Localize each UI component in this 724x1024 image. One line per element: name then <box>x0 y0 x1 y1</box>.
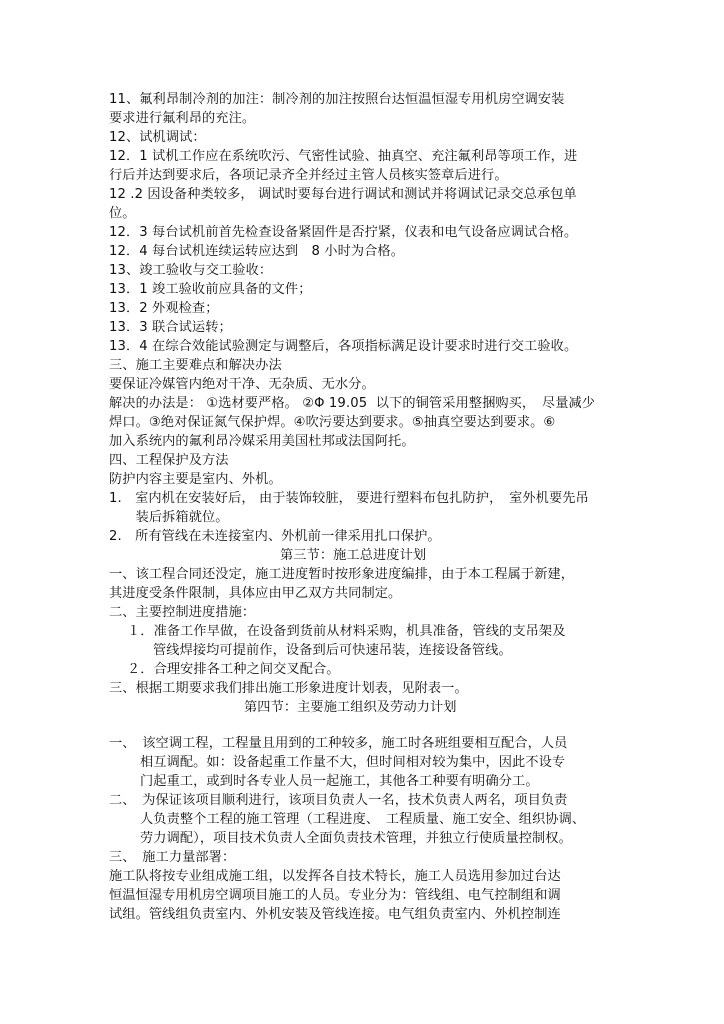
text-line: 要保证冷媒管内绝对干净、无杂质、无水分。 <box>109 377 375 392</box>
text-line: 施工队将按专业组成施工组，以发挥各自技术特长，施工人员选用参加过台达 <box>109 869 561 884</box>
text-line: 要求进行氟利昂的充注。 <box>109 111 256 126</box>
section-title: 第三节：施工总进度计划 <box>280 548 427 563</box>
section-heading: 四、工程保护及方法 <box>109 453 229 468</box>
text-line: 劳力调配），项目技术负责人全面负责技术管理，并独立行使质量控制权。 <box>140 831 572 846</box>
text-line: 12．4 每台试机连续运转应达到 8 小时为合格。 <box>109 244 405 259</box>
text-line: 13．3 联合试运转； <box>109 320 232 335</box>
text-line: 试组。管线组负责室内、外机安装及管线连接。电气组负责室内、外机控制连 <box>109 907 561 922</box>
text-line: 相互调配。如：设备起重工作量不大，但时间相对较为集中，因此不设专 <box>140 755 566 770</box>
text-line: 防护内容主要是室内、外机。 <box>109 472 282 487</box>
list-item: ２．合理安排各工种之间交叉配合。 <box>127 662 340 677</box>
text-line: 焊口。③绝对保证氮气保护焊。④吹污要达到要求。⑤抽真空要达到要求。⑥ <box>109 415 556 430</box>
text-line: 其进度受条件限制，具体应由甲乙双方共同制定。 <box>109 586 402 601</box>
text-line: 13．4 在综合效能试验测定与调整后，各项指标满足设计要求时进行交工验收。 <box>109 339 578 354</box>
text-line: 位。 <box>109 206 136 221</box>
text-line: 行后并达到要求后，各项记录齐全并经过主管人员核实签章后进行。 <box>109 168 508 183</box>
text-line: 11、氟利昂制冷剂的加注：制冷剂的加注按照台达恒温恒湿专用机房空调安装 <box>109 92 565 107</box>
text-line: 门起重工，或到时各专业人员一起施工，其他各工种要有明确分工。 <box>140 774 539 789</box>
text-line: 一、 该空调工程，工程量且用到的工种较多，施工时各班组要相互配合，人员 <box>109 736 568 751</box>
text-line: 二、主要控制进度措施： <box>109 605 256 620</box>
text-line: 解决的办法是： ①选材要严格。 ②Φ 19.05 以下的铜管采用整捆购买， 尽量减少 <box>109 396 596 411</box>
list-item: 2. 所有管线在未连接室内、外机前一律采用扎口保护。 <box>109 529 441 544</box>
list-item: １．准备工作早做，在设备到货前从材料采购，机具准备，管线的支吊架及 <box>127 624 566 639</box>
list-item: 1. 室内机在安装好后， 由于装饰较脏， 要进行塑料布包扎防护， 室外机要先吊 <box>109 491 589 506</box>
section-heading: 三、施工主要难点和解决办法 <box>109 358 282 373</box>
text-line: 12 .2 因设备种类较多， 调试时要每台进行调试和测试并将调试记录交总承包单 <box>109 187 577 202</box>
text-line: 三、 施工力量部署： <box>109 850 236 865</box>
text-line: 人负责整个工程的施工管理（工程进度、 工程质量、施工安全、组织协调、 <box>140 812 586 827</box>
list-item: 装后拆箱就位。 <box>109 510 229 525</box>
text-line: 13．2 外观检查； <box>109 301 219 316</box>
text-line: 二、 为保证该项目顺利进行，该项目负责人一名，技术负责人两名，项目负责 <box>109 793 568 808</box>
text-line: 三、根据工期要求我们排出施工形象进度计划表，见附表一。 <box>109 681 468 696</box>
section-title: 第四节：主要施工组织及劳动力计划 <box>244 700 457 715</box>
text-line: 恒温恒湿专用机房空调项目施工的人员。专业分为：管线组、电气控制组和调 <box>109 888 561 903</box>
text-line: 一、该工程合同还没定，施工进度暂时按形象进度编排，由于本工程属于新建， <box>109 567 575 582</box>
text-line: 12、试机调试： <box>109 130 206 145</box>
text-line: 13．1 竣工验收前应具备的文件； <box>109 282 312 297</box>
text-line: 13、竣工验收与交工验收： <box>109 263 273 278</box>
text-line: 12．1 试机工作应在系统吹污、气密性试验、抽真空、充注氟利昂等项工作，进 <box>109 149 578 164</box>
list-item: 管线焊接均可提前作，设备到后可快速吊装，连接设备管线。 <box>153 643 512 658</box>
text-line: 12．3 每台试机前首先检查设备紧固件是否拧紧，仪表和电气设备应调试合格。 <box>109 225 578 240</box>
text-line: 加入系统内的氟利昂冷媒采用美国杜邦或法国阿托。 <box>109 434 415 449</box>
